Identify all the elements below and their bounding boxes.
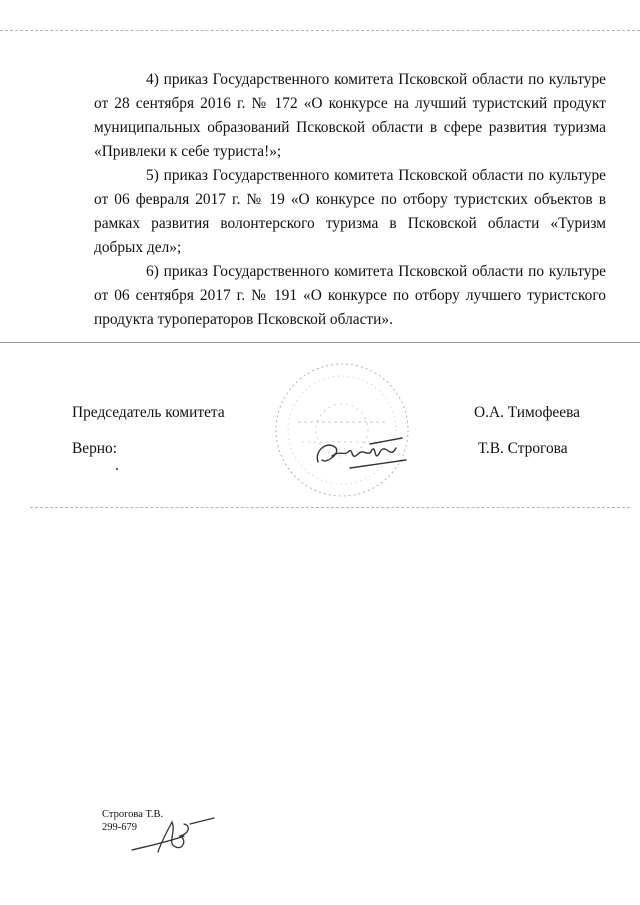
page-separator-line [0, 342, 640, 343]
executor-phone: 299-679 [102, 822, 137, 833]
paragraph-item-4: 4) приказ Государственного комитета Псковской области по культуре от 28 сентября 2016 г. № 172 «О конкурсе на лучший туристский продукт муниципальных образований Псковской области в сфере развития туризма «Привлеки к себе туриста!»; [94, 71, 606, 160]
executor-initials-signature [128, 812, 220, 858]
top-scan-edge [0, 30, 640, 31]
document-body [94, 68, 606, 332]
verified-name: Т.В. Строгова [478, 440, 568, 457]
chair-title: Председатель комитета [72, 404, 225, 421]
paragraph-item-5: 5) приказ Государственного комитета Псковской области по культуре от 06 февраля 2017 г. № 19 «О конкурсе по отбору туристских объектов в рамках развития волонтерского туризма в Псковской области «Туризм добрых дел»; [94, 167, 606, 256]
lower-scan-edge [30, 507, 630, 508]
chair-name: О.А. Тимофеева [474, 404, 580, 421]
verified-label: Верно: [72, 440, 117, 457]
paragraph-item-6: 6) приказ Государственного комитета Псковской области по культуре от 06 сентября 2017 г. № 191 «О конкурсе по отбору лучшего туристского продукта туроператоров Псковской области». [94, 263, 606, 328]
ink-dot [116, 468, 118, 470]
handwritten-signature [310, 430, 410, 476]
executor-name: Строгова Т.В. [102, 809, 164, 820]
